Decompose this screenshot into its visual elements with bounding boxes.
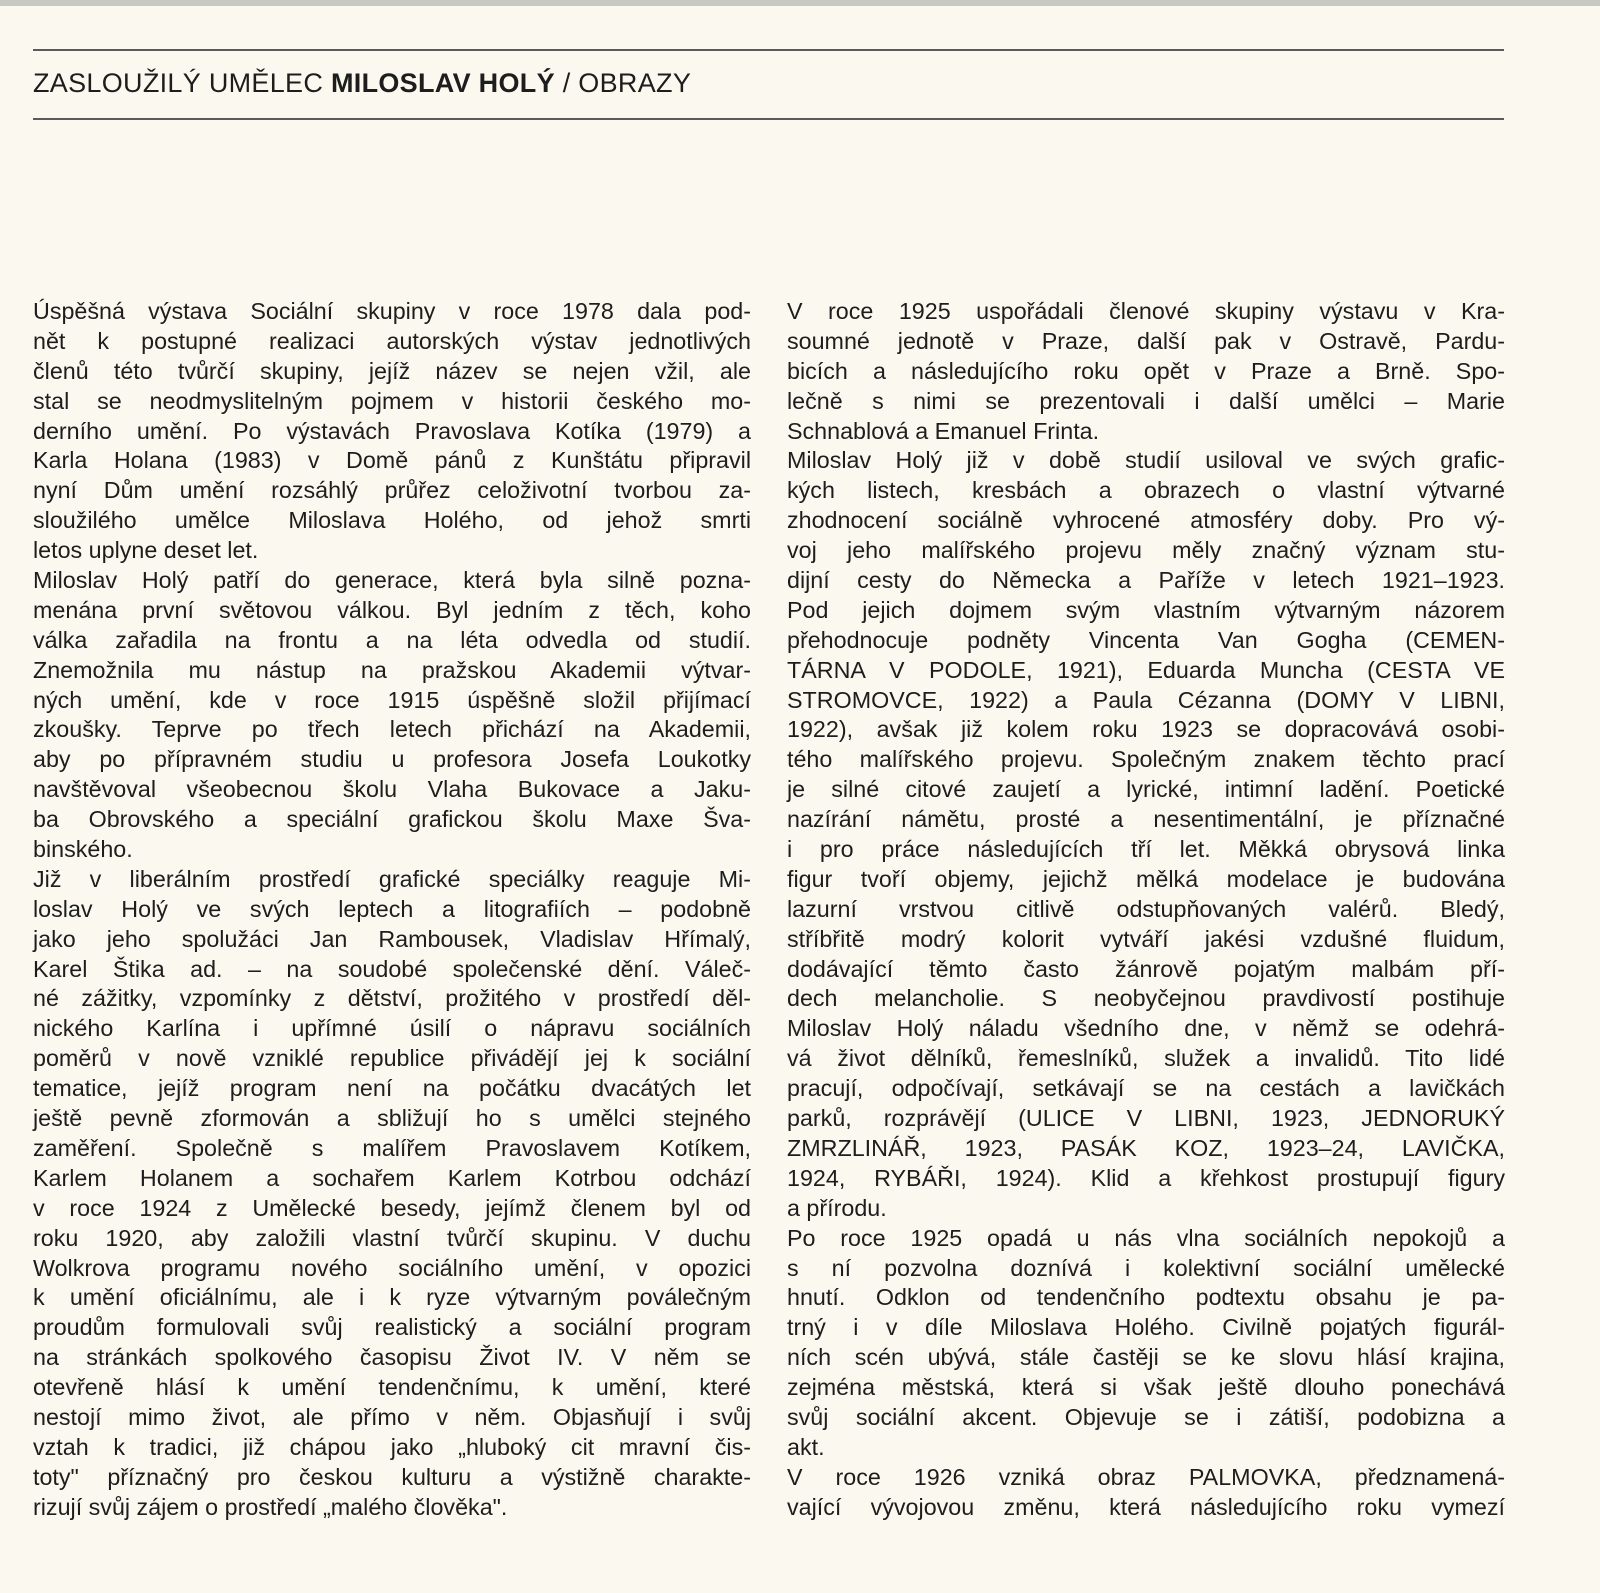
- text-line: lazurní vrstvou citlivě odstupňovaných valérů. Bledý,: [787, 895, 1505, 922]
- text-line: roku 1920, aby založili vlastní tvůrčí skupinu. V duchu: [33, 1224, 751, 1251]
- text-line: sloužilého umělce Miloslava Holého, od jehož smrti: [33, 507, 751, 534]
- text-line: figur tvoří objemy, jejichž mělká modelace je budována: [787, 865, 1505, 892]
- text-line: parků, rozprávějí (ULICE V LIBNI, 1923, JEDNORUKÝ: [787, 1105, 1505, 1132]
- text-line: s ní pozvolna doznívá i kolektivní sociální umělecké: [787, 1254, 1505, 1281]
- text-line: tematice, jejíž program není na počátku dvacátých let: [33, 1075, 751, 1102]
- text-line: hnutí. Odklon od tendenčního podtextu obsahu je pa-: [787, 1284, 1505, 1311]
- paragraph: [787, 446, 1505, 1223]
- text-line: navštěvoval všeobecnou školu Vlaha Bukovace a Jaku-: [33, 776, 751, 803]
- text-line: Wolkrova programu nového sociálního umění, v opozici: [33, 1254, 751, 1281]
- text-line: ZMRZLINÁŘ, 1923, PASÁK KOZ, 1923–24, LAVIČKA,: [787, 1134, 1505, 1161]
- text-line: zejména městská, která si však ještě dlouho ponechává: [787, 1374, 1505, 1401]
- text-line: Pod jejich dojmem svým vlastním výtvarným názorem: [787, 596, 1505, 623]
- text-line: stříbřitě modrý kolorit vytváří jakési vzdušné fluidum,: [787, 925, 1505, 952]
- paragraph: [33, 865, 751, 1523]
- text-line: toty" příznačný pro českou kulturu a výstižně charakte-: [33, 1463, 751, 1490]
- text-line: Po roce 1925 opadá u nás vlna sociálních nepokojů a: [787, 1224, 1505, 1251]
- text-line: Karel Štika ad. – na soudobé společenské dění. Váleč-: [33, 955, 751, 982]
- text-line: otevřeně hlásí k umění tendenčnímu, k umění, které: [33, 1374, 751, 1401]
- title-suffix: / OBRAZY: [562, 68, 692, 98]
- text-line: zhodnocení sociálně vyhrocené atmosféry doby. Pro vý-: [787, 507, 1505, 534]
- text-line: k umění oficiálnímu, ale i k ryze výtvarným poválečným: [33, 1284, 751, 1311]
- header-bottom-rule: [33, 118, 1504, 120]
- text-line: V roce 1925 uspořádali členové skupiny výstavu v Kra-: [787, 298, 1505, 324]
- text-line: válka zařadila na frontu a na léta odvedla od studií.: [33, 626, 751, 653]
- text-line: Miloslav Holý náladu všedního dne, v němž se odehrá-: [787, 1015, 1505, 1042]
- text-line: STROMOVCE, 1922) a Paula Cézanna (DOMY V LIBNI,: [787, 686, 1505, 713]
- text-line: lečně s nimi se prezentovali i další umělci – Marie: [787, 387, 1505, 414]
- text-line: na stránkách spolkového časopisu Život IV. V něm se: [33, 1344, 751, 1371]
- text-line: nazírání námětu, prosté a nesentimentální, je příznačné: [787, 806, 1505, 833]
- paragraph: [33, 297, 751, 566]
- text-line: Karla Holana (1983) v Domě pánů z Kunštátu připravil: [33, 447, 751, 474]
- paragraph: [787, 1224, 1505, 1463]
- text-line: vající vývojovou změnu, která následujícího roku vymezí: [787, 1493, 1505, 1520]
- text-line: kých listech, kresbách a obrazech o vlastní výtvarné: [787, 477, 1505, 504]
- text-line: nického Karlína i upřímné úsilí o nápravu sociálních: [33, 1015, 751, 1042]
- text-line: TÁRNA V PODOLE, 1921), Eduarda Muncha (CESTA VE: [787, 656, 1505, 683]
- text-line: poměrů v nově vzniklé republice přivádějí jej k sociální: [33, 1045, 751, 1072]
- text-line: akt.: [787, 1433, 825, 1460]
- text-line: pracují, odpočívají, setkávají se na cestách a lavičkách: [787, 1075, 1505, 1102]
- text-line: dodávající těmto často žánrově pojatým malbám pří-: [787, 955, 1505, 982]
- text-line: dijní cesty do Německa a Paříže v letech 1921–1923.: [787, 567, 1505, 594]
- text-line: a přírodu.: [787, 1194, 887, 1221]
- paragraph: [787, 1463, 1505, 1523]
- scan-edge: [0, 0, 1600, 6]
- text-line: trný i v díle Miloslava Holého. Civilně pojatých figurál-: [787, 1314, 1505, 1341]
- title-prefix: ZASLOUŽILÝ UMĚLEC: [33, 68, 324, 98]
- text-line: stal se neodmyslitelným pojmem v historii českého mo-: [33, 387, 751, 414]
- text-line: letos uplyne deset let.: [33, 537, 259, 564]
- text-line: binského.: [33, 836, 133, 863]
- text-line: tého malířského projevu. Společným znakem těchto prací: [787, 746, 1505, 773]
- text-line: nyní Dům umění rozsáhlý průřez celoživotní tvorbou za-: [33, 477, 751, 504]
- text-line: vztah k tradici, již chápou jako „hluboký cit mravní čis-: [33, 1433, 751, 1460]
- text-line: členů této tvůrčí skupiny, jejíž název se nejen vžil, ale: [33, 357, 751, 384]
- text-line: v roce 1924 z Umělecké besedy, jejímž členem byl od: [33, 1194, 751, 1221]
- text-line: ných umění, kde v roce 1915 úspěšně složil přijímací: [33, 686, 751, 713]
- paragraph: [787, 297, 1505, 446]
- text-line: loslav Holý ve svých leptech a litografiích – podobně: [33, 895, 751, 922]
- text-line: soumné jednotě v Praze, další pak v Ostravě, Pardu-: [787, 327, 1505, 354]
- text-column-right: [787, 297, 1505, 1523]
- text-line: ních scén ubývá, stále častěji se ke slovu hlásí krajina,: [787, 1344, 1505, 1371]
- text-line: Znemožnila mu nástup na pražskou Akademii výtvar-: [33, 656, 751, 683]
- text-line: Karlem Holanem a sochařem Karlem Kotrbou odchází: [33, 1164, 751, 1191]
- text-line: Již v liberálním prostředí grafické speciálky reaguje Mi-: [33, 865, 751, 892]
- text-line: Miloslav Holý již v době studií usiloval ve svých grafic-: [787, 447, 1505, 474]
- paragraph: [33, 566, 751, 865]
- page-title: [33, 68, 691, 99]
- text-line: ba Obrovského a speciální grafickou školu Maxe Šva-: [33, 806, 751, 833]
- text-line: né zážitky, vzpomínky z dětství, prožitého v prostředí děl-: [33, 985, 751, 1012]
- text-line: dech melancholie. S neobyčejnou pravdivostí postihuje: [787, 985, 1505, 1012]
- text-line: voj jeho malířského projevu měly značný význam stu-: [787, 537, 1505, 564]
- text-line: zkoušky. Teprve po třech letech přichází na Akademii,: [33, 716, 751, 743]
- text-line: vá život dělníků, řemeslníků, služek a invalidů. Tito lidé: [787, 1045, 1505, 1072]
- text-line: aby po přípravném studiu u profesora Josefa Loukotky: [33, 746, 751, 773]
- text-line: menána první světovou válkou. Byl jedním z těch, koho: [33, 596, 751, 623]
- text-line: derního umění. Po výstavách Pravoslava Kotíka (1979) a: [33, 417, 751, 444]
- text-line: Schnablová a Emanuel Frinta.: [787, 417, 1100, 444]
- text-line: 1924, RYBÁŘI, 1924). Klid a křehkost prostupují figury: [787, 1164, 1505, 1191]
- text-line: Miloslav Holý patří do generace, která byla silně pozna-: [33, 567, 751, 594]
- text-line: i pro práce následujících tří let. Měkká obrysová linka: [787, 836, 1505, 863]
- text-line: jako jeho spolužáci Jan Rambousek, Vladislav Hřímalý,: [33, 925, 751, 952]
- text-line: bicích a následujícího roku opět v Praze a Brně. Spo-: [787, 357, 1505, 384]
- text-line: nět k postupné realizaci autorských výstav jednotlivých: [33, 327, 751, 354]
- text-line: zaměření. Společně s malířem Pravoslavem Kotíkem,: [33, 1134, 751, 1161]
- text-line: přehodnocuje podněty Vincenta Van Gogha (CEMEN-: [787, 626, 1505, 653]
- text-line: Úspěšná výstava Sociální skupiny v roce 1978 dala pod-: [33, 298, 751, 324]
- title-artist-name: MILOSLAV HOLÝ: [330, 68, 555, 98]
- text-line: proudům formulovali svůj realistický a sociální program: [33, 1314, 751, 1341]
- text-line: ještě pevně zformován a sbližují ho s umělci stejného: [33, 1105, 751, 1132]
- top-rule: [33, 49, 1504, 51]
- text-line: svůj sociální akcent. Objevuje se i zátiší, podobizna a: [787, 1403, 1505, 1430]
- text-line: V roce 1926 vzniká obraz PALMOVKA, předznamená-: [787, 1463, 1505, 1490]
- text-line: je silné citové zaujetí a lyrické, intimní ladění. Poetické: [787, 776, 1505, 803]
- text-line: rizují svůj zájem o prostředí „malého člověka".: [33, 1493, 508, 1520]
- text-line: 1922), avšak již kolem roku 1923 se dopracovává osobi-: [787, 716, 1505, 743]
- text-column-left: [33, 297, 751, 1523]
- text-line: nestojí mimo život, ale přímo v něm. Objasňují i svůj: [33, 1403, 751, 1430]
